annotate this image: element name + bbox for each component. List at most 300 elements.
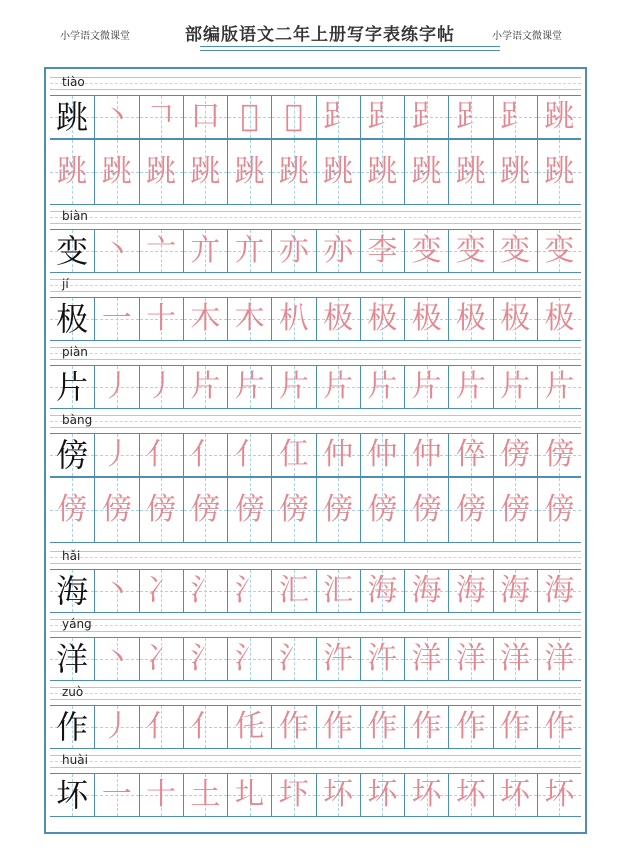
practice-cell	[493, 96, 537, 138]
stroke-step-character: 变	[544, 233, 575, 268]
stroke-step-character: 变	[500, 233, 531, 268]
stroke-step-character: 洋	[411, 641, 442, 676]
stroke-step-character: 变	[411, 233, 442, 268]
pinyin-guide-line	[50, 359, 581, 360]
header-left-label: 小学语文微课堂	[60, 31, 130, 42]
stroke-step-character: 海	[544, 573, 575, 608]
pinyin-guide-line	[50, 77, 581, 78]
character-grid-row	[50, 705, 581, 749]
pinyin-guide-line	[50, 353, 581, 354]
practice-cell	[271, 366, 315, 408]
pinyin-guide-line	[50, 761, 581, 762]
character-grid-row	[50, 365, 581, 409]
stroke-step-character: 傍	[57, 492, 88, 527]
practice-cell	[183, 140, 227, 204]
stroke-step-character: 一	[101, 301, 132, 336]
practice-cell	[404, 366, 448, 408]
practice-cell	[404, 570, 448, 612]
practice-cell	[227, 706, 271, 748]
practice-cell	[448, 96, 492, 138]
practice-row	[50, 341, 581, 409]
practice-cell	[139, 96, 183, 138]
practice-cell	[227, 638, 271, 680]
stroke-step-character: 傍	[323, 492, 354, 527]
practice-cell	[493, 366, 537, 408]
stroke-step-character: 丿	[101, 709, 132, 744]
practice-cell	[537, 434, 581, 476]
practice-cell	[404, 638, 448, 680]
header-rule-bottom	[200, 50, 500, 51]
stroke-step-character: 海	[367, 573, 398, 608]
stroke-step-character: 傍	[544, 492, 575, 527]
stroke-step-character: 仲	[323, 437, 354, 472]
stroke-step-character: 丶	[101, 233, 132, 268]
stroke-step-character: 亠	[146, 233, 177, 268]
stroke-step-character: 李	[367, 233, 398, 268]
stroke-step-character: 仜	[278, 437, 309, 472]
pinyin-guide-line	[50, 693, 581, 694]
practice-cell	[360, 478, 404, 542]
practice-cell	[493, 638, 537, 680]
practice-cell	[183, 434, 227, 476]
practice-cell	[404, 774, 448, 816]
practice-cell	[448, 570, 492, 612]
practice-cell	[183, 706, 227, 748]
stroke-step-character: 亦	[323, 233, 354, 268]
stroke-step-character: 汇	[323, 573, 354, 608]
stroke-step-character: 木	[234, 301, 265, 336]
stroke-step-character: 坏	[367, 777, 398, 812]
stroke-step-character: 作	[323, 709, 354, 744]
practice-cell	[139, 366, 183, 408]
stroke-step-character: 丶	[101, 641, 132, 676]
header-rule-top	[200, 46, 500, 47]
practice-cell	[183, 774, 227, 816]
practice-cell	[360, 230, 404, 272]
practice-cell	[183, 478, 227, 542]
pinyin-guide-line	[50, 285, 581, 286]
pinyin-guide-line	[50, 687, 581, 688]
character-grid-row	[50, 433, 581, 477]
stroke-step-character: 丿	[146, 369, 177, 404]
stroke-step-character: 丶	[101, 573, 132, 608]
practice-cell	[493, 434, 537, 476]
stroke-step-character: 氵	[190, 573, 221, 608]
stroke-step-character: 洋	[455, 641, 486, 676]
model-character: 坏	[56, 776, 89, 814]
stroke-step-character: 亣	[190, 233, 221, 268]
stroke-step-character: 坏	[455, 777, 486, 812]
stroke-step-character: 𧾷	[411, 99, 442, 134]
practice-row	[50, 71, 581, 139]
practice-cell	[316, 434, 360, 476]
practice-cell	[94, 96, 138, 138]
practice-cell	[271, 434, 315, 476]
practice-cell	[493, 140, 537, 204]
pinyin-guide-line	[50, 755, 581, 756]
practice-cell	[227, 570, 271, 612]
model-character: 变	[56, 232, 89, 270]
stroke-step-character: 口	[190, 99, 221, 134]
practice-cell	[227, 366, 271, 408]
stroke-step-character: 𧾷	[323, 99, 354, 134]
stroke-step-character: 丶	[101, 99, 132, 134]
practice-cell	[227, 298, 271, 340]
practice-cell	[139, 478, 183, 542]
character-grid-row	[50, 637, 581, 681]
practice-cell	[448, 774, 492, 816]
pinyin-band	[50, 545, 581, 569]
stroke-step-character: 亻	[190, 437, 221, 472]
stroke-step-character: 十	[146, 777, 177, 812]
pinyin-guide-line	[50, 415, 581, 416]
practice-cell	[183, 366, 227, 408]
model-character: 海	[56, 572, 89, 610]
pinyin-band	[50, 749, 581, 773]
stroke-step-character: 亻	[146, 437, 177, 472]
practice-cell	[404, 230, 448, 272]
practice-cell	[360, 96, 404, 138]
stroke-step-character: 氵	[234, 641, 265, 676]
practice-cell	[94, 774, 138, 816]
practice-cell	[271, 96, 315, 138]
stroke-step-character: 片	[544, 369, 575, 404]
practice-cell	[227, 774, 271, 816]
pinyin-band	[50, 71, 581, 95]
pinyin-guide-line	[50, 279, 581, 280]
practice-row	[50, 409, 581, 477]
character-grid-row	[50, 477, 581, 543]
pinyin-band	[50, 205, 581, 229]
practice-cell	[94, 230, 138, 272]
pinyin-label: huài	[62, 753, 88, 767]
pinyin-guide-line	[50, 347, 581, 348]
stroke-step-character: 仲	[367, 437, 398, 472]
stroke-step-character: 片	[411, 369, 442, 404]
stroke-step-character: 冫	[146, 573, 177, 608]
stroke-step-character: 海	[455, 573, 486, 608]
stroke-step-character: 极	[544, 301, 575, 336]
stroke-step-character: 仛	[234, 709, 265, 744]
practice-cell	[404, 96, 448, 138]
practice-cell	[360, 774, 404, 816]
model-character: 极	[56, 300, 89, 338]
practice-cell	[316, 366, 360, 408]
stroke-step-character: 傍	[367, 492, 398, 527]
model-character-cell	[50, 298, 94, 340]
pinyin-guide-line	[50, 223, 581, 224]
stroke-step-character: 作	[455, 709, 486, 744]
pinyin-guide-line	[50, 631, 581, 632]
pinyin-guide-line	[50, 421, 581, 422]
practice-cell	[537, 230, 581, 272]
stroke-step-character: 片	[278, 369, 309, 404]
model-character-cell	[50, 706, 94, 748]
practice-cell	[360, 298, 404, 340]
model-character-cell	[50, 570, 94, 612]
stroke-step-character: 片	[323, 369, 354, 404]
model-character-cell	[50, 96, 94, 138]
stroke-step-character: 坏	[323, 777, 354, 812]
stroke-step-character: 傍	[190, 492, 221, 527]
practice-cell	[537, 96, 581, 138]
stroke-step-character: 作	[278, 709, 309, 744]
stroke-step-character: 片	[455, 369, 486, 404]
stroke-step-character: 亻	[234, 437, 265, 472]
practice-cell	[448, 434, 492, 476]
model-character: 作	[56, 708, 89, 746]
practice-sheet	[44, 67, 587, 834]
practice-cell	[537, 298, 581, 340]
practice-cell	[183, 638, 227, 680]
stroke-step-character: 跳	[455, 154, 486, 189]
pinyin-guide-line	[50, 89, 581, 90]
stroke-step-character: 傍	[544, 437, 575, 472]
practice-cell	[50, 140, 94, 204]
stroke-step-character: 极	[455, 301, 486, 336]
pinyin-label: tiào	[62, 75, 85, 89]
model-character-cell	[50, 366, 94, 408]
practice-cell	[537, 774, 581, 816]
stroke-step-character: 木	[190, 301, 221, 336]
practice-cell	[139, 570, 183, 612]
practice-cell	[94, 298, 138, 340]
stroke-step-character: 傍	[455, 492, 486, 527]
stroke-step-character: 洋	[544, 641, 575, 676]
practice-cell	[448, 706, 492, 748]
practice-cell	[404, 706, 448, 748]
stroke-step-character: 亦	[278, 233, 309, 268]
pinyin-guide-line	[50, 557, 581, 558]
stroke-step-character: 𧾷	[367, 99, 398, 134]
practice-cell	[448, 366, 492, 408]
character-grid-row	[50, 773, 581, 817]
practice-cell	[94, 478, 138, 542]
practice-cell	[271, 230, 315, 272]
stroke-step-character: 傍	[146, 492, 177, 527]
practice-row	[50, 205, 581, 273]
stroke-step-character: 亣	[234, 233, 265, 268]
practice-cell	[493, 774, 537, 816]
practice-cell	[537, 638, 581, 680]
stroke-step-character: 傍	[500, 492, 531, 527]
practice-row	[50, 613, 581, 681]
practice-cell	[316, 298, 360, 340]
practice-row	[50, 681, 581, 749]
practice-cell	[94, 706, 138, 748]
pinyin-band	[50, 409, 581, 433]
practice-cell	[271, 298, 315, 340]
stroke-step-character: 汻	[323, 641, 354, 676]
practice-cell	[183, 96, 227, 138]
practice-cell	[493, 478, 537, 542]
stroke-step-character: 仲	[411, 437, 442, 472]
practice-cell	[271, 774, 315, 816]
practice-cell	[183, 298, 227, 340]
practice-cell	[316, 570, 360, 612]
practice-cell	[404, 478, 448, 542]
practice-cell	[404, 434, 448, 476]
practice-cell	[316, 706, 360, 748]
stroke-step-character: 土	[190, 777, 221, 812]
page-title: 部编版语文二年上册写字表练字帖	[185, 25, 455, 45]
practice-cell	[448, 298, 492, 340]
stroke-step-character: 跳	[323, 154, 354, 189]
practice-cell	[183, 230, 227, 272]
stroke-step-character: 跳	[190, 154, 221, 189]
stroke-step-character: 片	[367, 369, 398, 404]
stroke-step-character: 傍	[234, 492, 265, 527]
pinyin-band	[50, 681, 581, 705]
pinyin-guide-line	[50, 217, 581, 218]
practice-cell	[94, 434, 138, 476]
model-character: 跳	[56, 98, 89, 136]
pinyin-band	[50, 273, 581, 297]
pinyin-guide-line	[50, 619, 581, 620]
practice-cell	[404, 298, 448, 340]
stroke-step-character: 坏	[500, 777, 531, 812]
practice-cell	[537, 478, 581, 542]
stroke-step-character: 𠯁	[240, 99, 259, 134]
stroke-step-character: 亻	[146, 709, 177, 744]
practice-row	[50, 749, 581, 817]
stroke-step-character: 片	[234, 369, 265, 404]
stroke-step-character: 傍	[278, 492, 309, 527]
stroke-step-character: 海	[411, 573, 442, 608]
pinyin-label: jí	[62, 277, 69, 291]
stroke-step-character: 𠃍	[146, 99, 177, 134]
practice-cell	[139, 230, 183, 272]
practice-row	[50, 477, 581, 543]
practice-cell	[493, 570, 537, 612]
practice-cell	[316, 96, 360, 138]
stroke-step-character: 跳	[367, 154, 398, 189]
practice-row	[50, 545, 581, 613]
practice-cell	[139, 774, 183, 816]
practice-cell	[360, 570, 404, 612]
stroke-step-character: 片	[190, 369, 221, 404]
pinyin-guide-line	[50, 699, 581, 700]
stroke-step-character: 朳	[278, 301, 309, 336]
practice-cell	[94, 638, 138, 680]
model-character: 傍	[56, 436, 89, 474]
character-grid-row	[50, 229, 581, 273]
pinyin-band	[50, 613, 581, 637]
pinyin-guide-line	[50, 551, 581, 552]
pinyin-guide-line	[50, 563, 581, 564]
model-character-cell	[50, 230, 94, 272]
practice-cell	[94, 366, 138, 408]
model-character-cell	[50, 638, 94, 680]
practice-cell	[139, 638, 183, 680]
stroke-step-character: 极	[367, 301, 398, 336]
stroke-step-character: 跳	[500, 154, 531, 189]
character-grid-row	[50, 95, 581, 139]
stroke-step-character: 傍	[101, 492, 132, 527]
practice-cell	[448, 140, 492, 204]
stroke-step-character: 洋	[500, 641, 531, 676]
practice-cell	[537, 140, 581, 204]
practice-cell	[360, 638, 404, 680]
practice-cell	[227, 140, 271, 204]
character-grid-row	[50, 569, 581, 613]
stroke-step-character: 作	[411, 709, 442, 744]
stroke-step-character: 跳	[101, 154, 132, 189]
practice-cell	[537, 570, 581, 612]
pinyin-label: hǎi	[62, 549, 81, 563]
model-character: 片	[56, 368, 89, 406]
stroke-step-character: 跳	[146, 154, 177, 189]
practice-cell	[50, 478, 94, 542]
practice-cell	[493, 706, 537, 748]
stroke-step-character: 跳	[544, 99, 575, 134]
practice-cell	[183, 570, 227, 612]
stroke-step-character: 氵	[278, 641, 309, 676]
pinyin-guide-line	[50, 291, 581, 292]
stroke-step-character: 丿	[101, 437, 132, 472]
practice-cell	[448, 638, 492, 680]
stroke-step-character: 丿	[101, 369, 132, 404]
stroke-step-character: 作	[367, 709, 398, 744]
practice-cell	[139, 140, 183, 204]
stroke-step-character: 跳	[411, 154, 442, 189]
pinyin-guide-line	[50, 83, 581, 84]
stroke-step-character: 冫	[146, 641, 177, 676]
practice-cell	[316, 478, 360, 542]
practice-cell	[271, 478, 315, 542]
stroke-step-character: 作	[544, 709, 575, 744]
practice-cell	[316, 230, 360, 272]
stroke-step-character: 十	[146, 301, 177, 336]
stroke-step-character: 亻	[190, 709, 221, 744]
stroke-step-character: 汻	[367, 641, 398, 676]
practice-cell	[271, 706, 315, 748]
practice-cell	[448, 478, 492, 542]
practice-cell	[94, 570, 138, 612]
stroke-step-character: 𧾷	[455, 99, 486, 134]
stroke-step-character: 变	[455, 233, 486, 268]
stroke-step-character: 傍	[411, 492, 442, 527]
stroke-step-character: 极	[500, 301, 531, 336]
pinyin-guide-line	[50, 767, 581, 768]
character-grid-row	[50, 139, 581, 205]
practice-cell	[493, 298, 537, 340]
stroke-step-character: 傍	[500, 437, 531, 472]
stroke-step-character: 一	[101, 777, 132, 812]
pinyin-guide-line	[50, 211, 581, 212]
practice-cell	[537, 366, 581, 408]
practice-cell	[139, 298, 183, 340]
model-character-cell	[50, 434, 94, 476]
pinyin-label: biàn	[62, 209, 88, 223]
practice-cell	[360, 140, 404, 204]
practice-cell	[448, 230, 492, 272]
stroke-step-character: 汇	[278, 573, 309, 608]
practice-cell	[404, 140, 448, 204]
pinyin-guide-line	[50, 427, 581, 428]
pinyin-label: yáng	[62, 617, 92, 631]
practice-row	[50, 139, 581, 205]
pinyin-label: bàng	[62, 413, 93, 427]
practice-cell	[316, 638, 360, 680]
character-grid-row	[50, 297, 581, 341]
practice-cell	[227, 96, 271, 138]
model-character-cell	[50, 774, 94, 816]
practice-cell	[360, 434, 404, 476]
stroke-step-character: 跳	[278, 154, 309, 189]
stroke-step-character: 氵	[190, 641, 221, 676]
stroke-step-character: 极	[323, 301, 354, 336]
